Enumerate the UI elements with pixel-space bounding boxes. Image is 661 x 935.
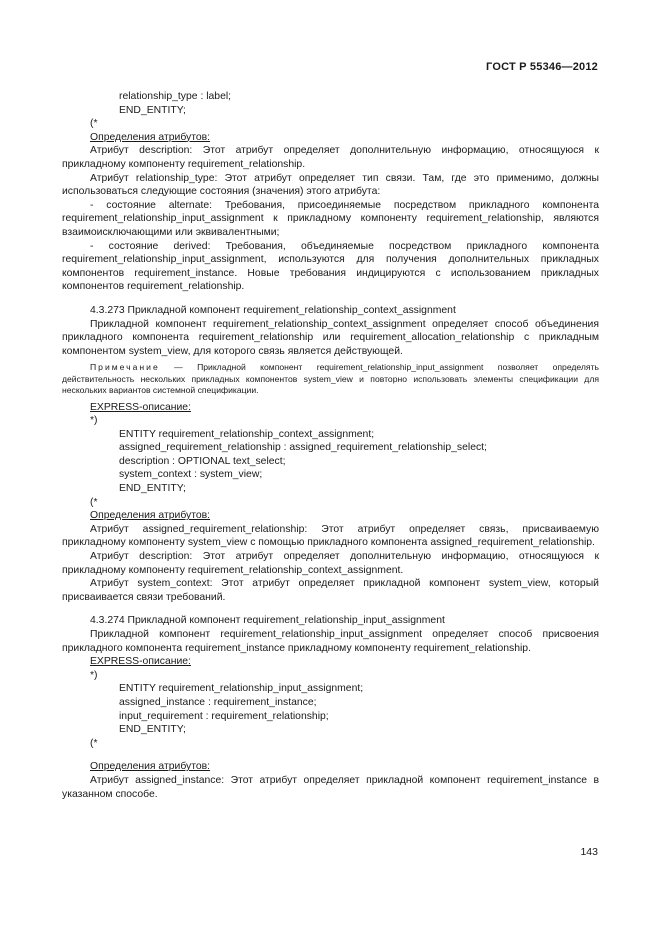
code-line: relationship_type : label; [119,91,232,102]
comment-marker: *) [90,669,98,681]
page-number: 143 [580,846,598,858]
code-line: ENTITY requirement_relationship_context_assignment; [119,428,375,440]
paragraph: Атрибут relationship_type: Этот атрибут определяет тип связи. Там, где это применимо, должны использоваться следующие состояния (значения) этого атрибута: [62,172,599,198]
comment-marker: (* [90,496,98,508]
attributes-heading: Определения атрибутов: [90,510,211,522]
standard-header: ГОСТ Р 55346—2012 [486,61,598,73]
paragraph: Атрибут assigned_instance: Этот атрибут определяет прикладной компонент requirement_instance в указанном способе. [62,774,599,800]
comment-marker: (* [90,118,98,130]
attributes-heading: Определения атрибутов: [90,131,211,143]
express-heading: EXPRESS-описание: [90,656,191,668]
express-heading: EXPRESS-описание: [90,401,191,413]
comment-marker: (* [90,737,98,749]
paragraph: Прикладной компонент requirement_relationship_context_assignment определяет способ объединения прикладного компонента requirement_relationship или requirement_allocation_relationship с прикладным компонентом system_view, для которого связь является действующей. [62,318,599,357]
code-line: END_ENTITY; [119,724,186,736]
comment-marker: *) [90,415,98,427]
code-line: assigned_instance : requirement_instance; [119,696,317,708]
code-line: system_context : system_view; [119,469,263,481]
note-label: Примечание [90,362,160,373]
code-line: ENTITY requirement_relationship_input_assignment; [119,683,364,695]
code-line: description : OPTIONAL text_select; [119,455,286,467]
attributes-heading: Определения атрибутов: [90,761,211,773]
code-line: END_ENTITY; [119,104,186,116]
section-heading: 4.3.273 Прикладной компонент requirement_relationship_context_assignment [90,304,456,316]
page-body [62,90,599,801]
paragraph: Прикладной компонент requirement_relationship_input_assignment определяет способ присвоения прикладного компонента requirement_instance прикладному компоненту requirement_relationship. [62,629,599,654]
paragraph: Атрибут assigned_requirement_relationship: Этот атрибут определяет связь, присваиваемую прикладному компоненту system_view с помощью прикладного компонента assigned_requirement_relationship. [62,523,599,549]
code-line: END_ENTITY; [119,483,186,495]
paragraph: Атрибут description: Этот атрибут определяет дополнительную информацию, относящуюся к прикладному компоненту requirement_relationship. [62,145,599,170]
paragraph: Атрибут system_context: Этот атрибут определяет прикладной компонент system_view, который присваивается связи требований. [62,578,599,603]
note [62,362,599,396]
note-text: — Прикладной компонент requirement_relationship_input_assignment позволяет определять действительность нескольких прикладных компонентов system_view и повторно использовать элементы спецификации для нескольких вариантов системной спецификации. [62,362,599,396]
paragraph: Атрибут description: Этот атрибут определяет дополнительную информацию, относящуюся к прикладному компоненту requirement_relationship_context_assignment. [62,551,599,576]
paragraph: - состояние derived: Требования, объединяемые посредством прикладного компонента requirement_relationship_input_assignment, используются для получения дополнительных прикладных компонентов requirement_instance. Новые требования индицируются с использованием прикладных компонентов requirement_relationship. [62,240,599,293]
code-line: input_requirement : requirement_relationship; [119,710,329,722]
section-heading: 4.3.274 Прикладной компонент requirement_relationship_input_assignment [90,615,445,627]
paragraph: - состояние alternate: Требования, присоединяемые посредством прикладного компонента requirement_relationship_input_assignment к прикладному компоненту requirement_relationship, являются взаимоисключающими или эквивалентными; [62,199,599,238]
code-line: assigned_requirement_relationship : assigned_requirement_relationship_select; [119,442,487,454]
